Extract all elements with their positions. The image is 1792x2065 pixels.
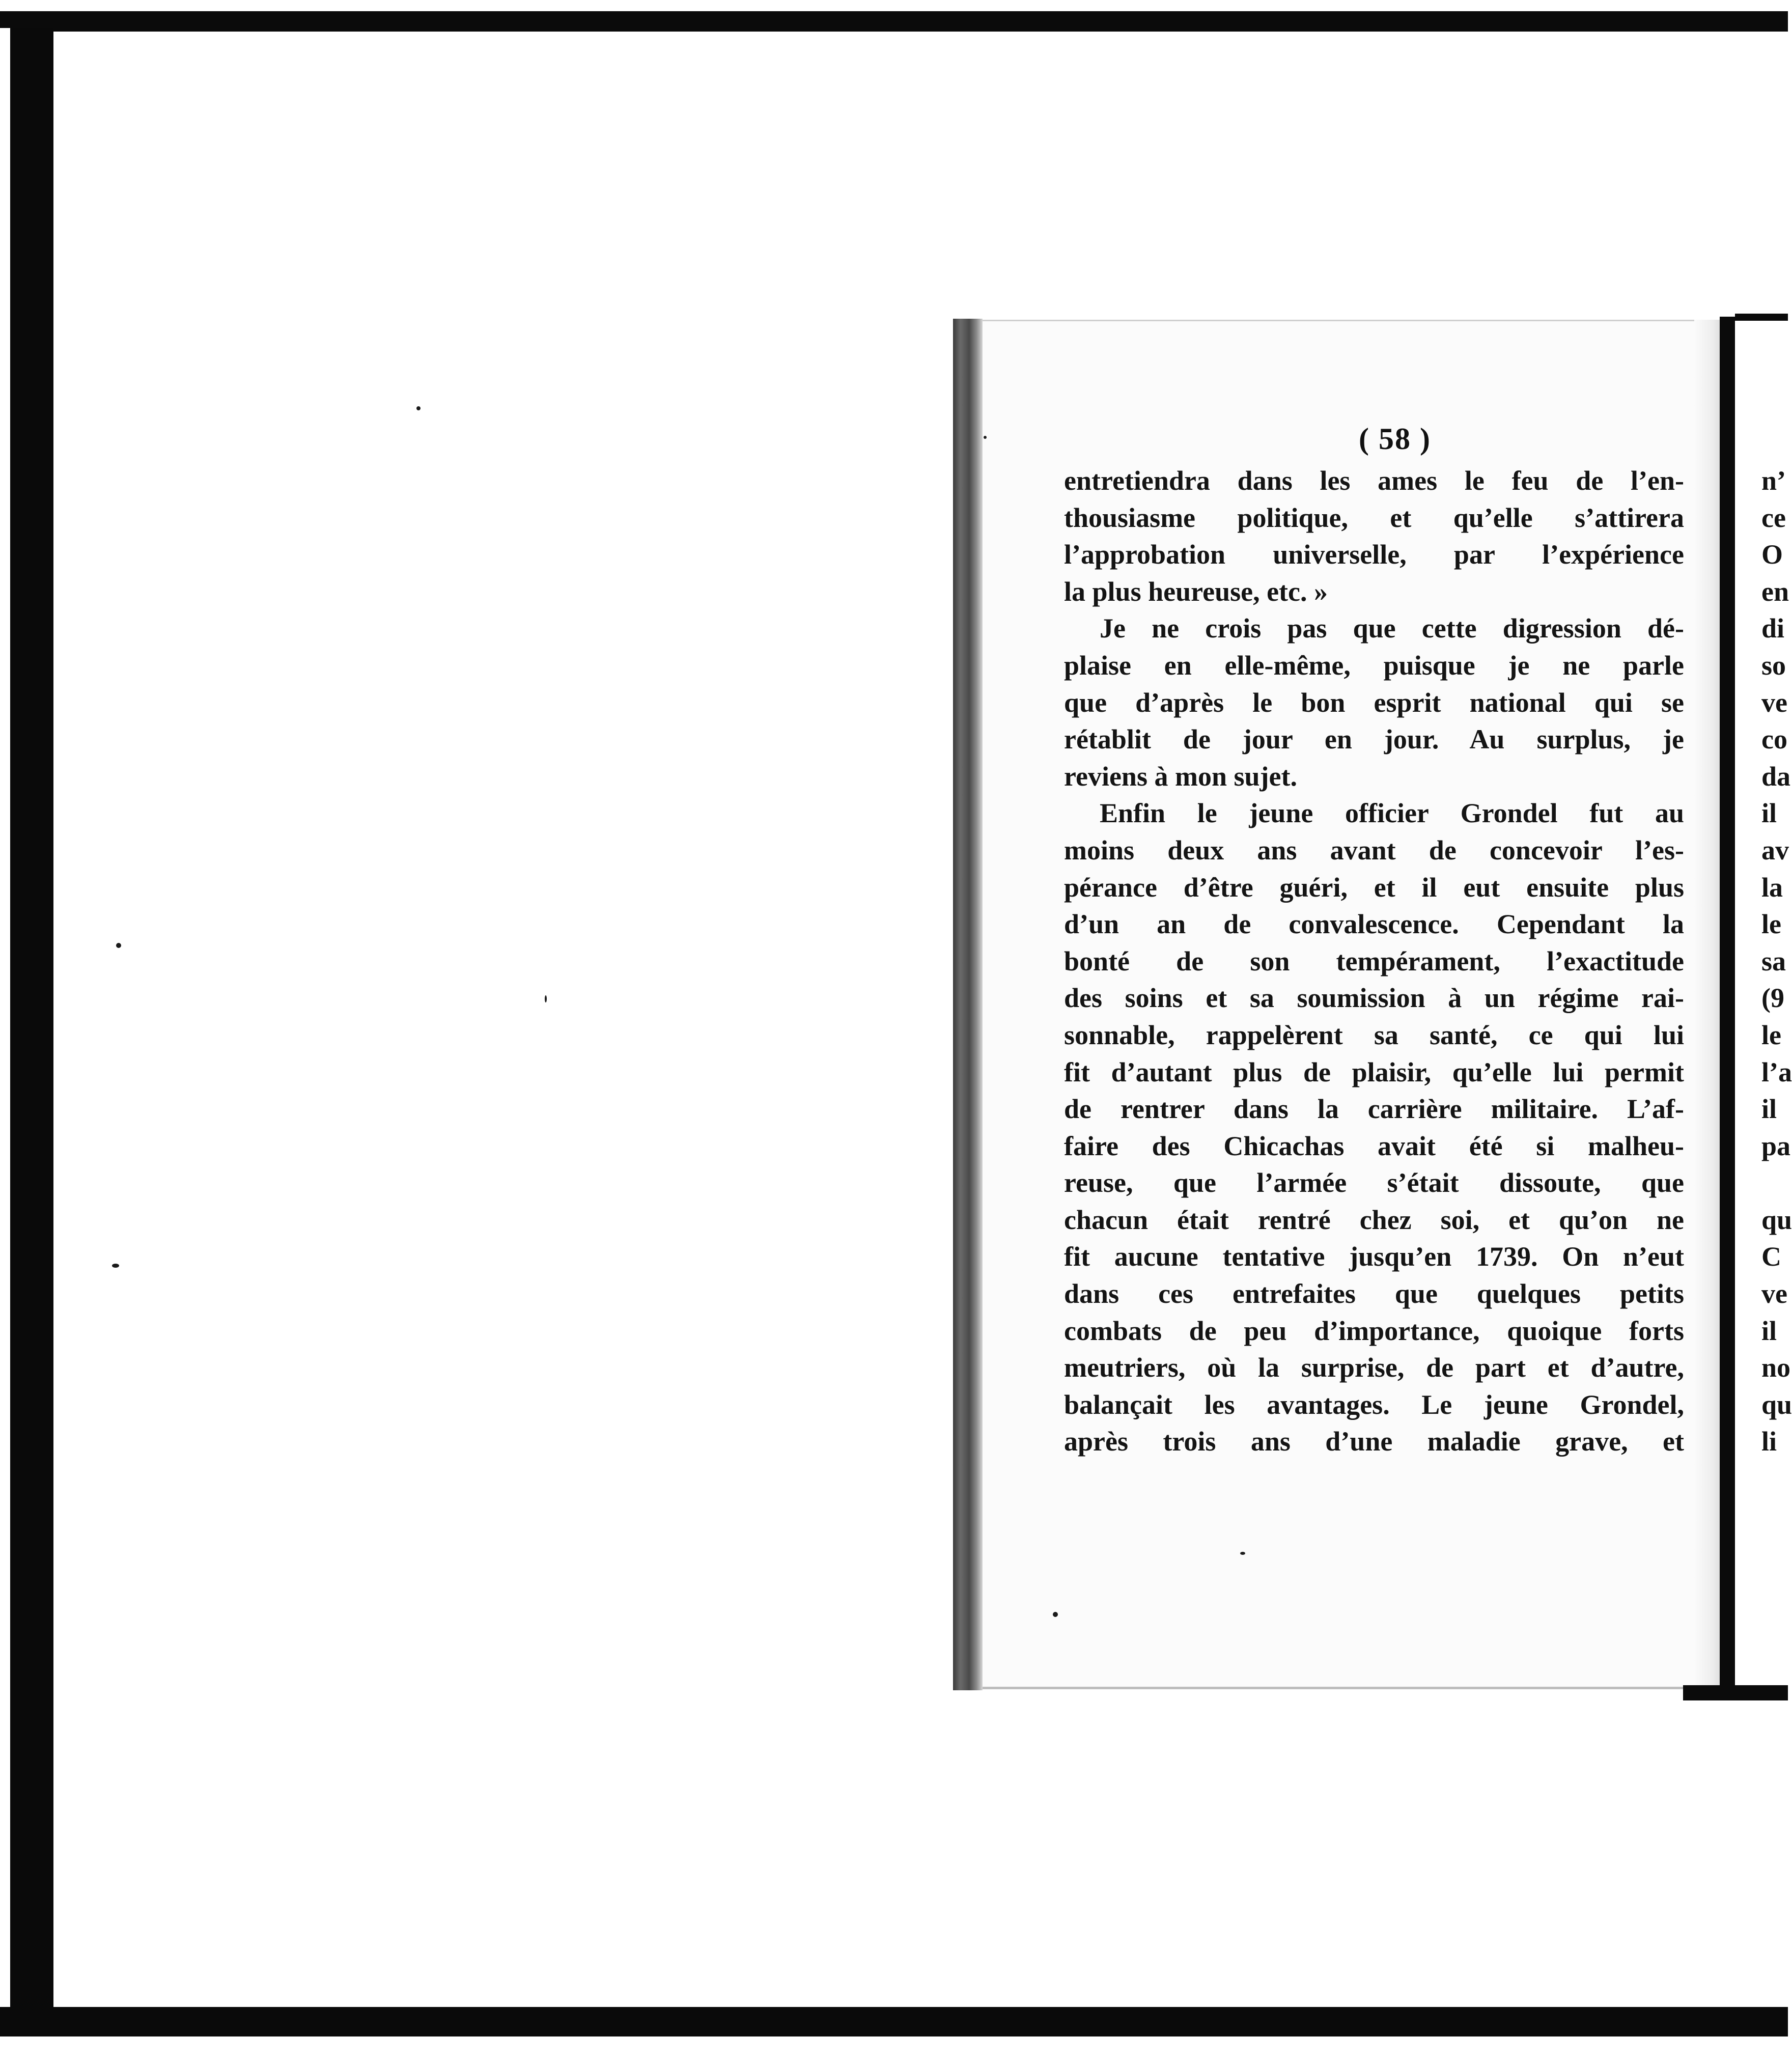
fragment-line: l’a [1761,1056,1792,1087]
fragment-line: ve [1761,687,1787,718]
film-frame-bottom-edge [0,2036,1788,2065]
text-line: Enfin le jeune officier Grondel fut au [1100,798,1684,829]
fragment-line: il [1761,798,1777,829]
text-line: reviens à mon sujet. [1064,761,1297,792]
fragment-line: co [1761,724,1787,755]
text-line: balançait les avantages. Le jeune Grondel, [1064,1389,1684,1420]
fragment-line: (9 [1761,983,1784,1014]
fragment-line: pa [1761,1130,1791,1161]
fragment-line: ce [1761,502,1786,533]
next-page-border-left [1720,317,1735,1699]
text-line: de rentrer dans la carrière militaire. L’af- [1064,1094,1684,1125]
fragment-line: so [1761,650,1786,681]
text-line: meutriers, où la surprise, de part et d’autre, [1064,1352,1684,1383]
fragment-line: n’ [1761,465,1786,496]
next-page-border-top [1735,314,1788,321]
text-line: faire des Chicachas avait été si malheu- [1064,1130,1684,1161]
dust-speck [416,406,421,410]
text-line: thousiasme politique, et qu’elle s’attirera [1064,502,1684,533]
text-line: entretiendra dans les ames le feu de l’en- [1064,465,1684,496]
fragment-line: da [1761,761,1791,792]
dust-speck [984,436,987,439]
fragment-line: il [1761,1094,1777,1125]
fragment-line: li [1761,1426,1777,1457]
fragment-line: di [1761,613,1785,644]
text-line: l’approbation universelle, par l’expérience [1064,539,1684,570]
text-line: sonnable, rappelèrent sa santé, ce qui lui [1064,1019,1684,1050]
fragment-line: en [1761,576,1789,607]
text-line: d’un an de convalescence. Cependant la [1064,909,1684,940]
film-frame-bottom-border [0,2007,1788,2036]
text-line: reuse, que l’armée s’était dissoute, que [1064,1167,1684,1198]
next-page-text-fragment [1761,462,1792,1460]
film-frame-top-edge [0,0,1788,11]
text-line: fit aucune tentative jusqu’en 1739. On n’eut [1064,1241,1684,1272]
text-line: combats de peu d’importance, quoique forts [1064,1315,1684,1346]
fragment-line: il [1761,1315,1777,1346]
text-line: dans ces entrefaites que quelques petits [1064,1278,1684,1309]
film-frame-left-edge [0,28,10,2008]
fragment-line [1761,1164,1788,1202]
text-line: des soins et sa soumission à un régime rai- [1064,983,1684,1014]
page-spine-shadow [953,319,983,1690]
text-line: la plus heureuse, etc. » [1064,576,1328,607]
fragment-line: le [1761,909,1781,940]
fragment-line: qu [1761,1204,1792,1235]
fragment-line: C [1761,1241,1781,1272]
fragment-line: qu [1761,1389,1792,1420]
text-line: fit d’autant plus de plaisir, qu’elle lui permit [1064,1056,1684,1087]
fragment-line: sa [1761,945,1786,976]
fragment-line: av [1761,834,1789,866]
fragment-line: no [1761,1352,1791,1383]
dust-speck [545,995,547,1002]
text-line: rétablit de jour en jour. Au surplus, je [1064,724,1684,755]
text-line: pérance d’être guéri, et il eut ensuite plus [1064,872,1684,903]
text-line: Je ne crois pas que cette digression dé- [1100,613,1684,644]
dust-speck [1240,1552,1245,1555]
text-line: que d’après le bon esprit national qui se [1064,687,1684,718]
text-line: chacun était rentré chez soi, et qu’on ne [1064,1204,1684,1235]
page-number: ( 58 ) [1359,422,1431,456]
dust-speck [112,1264,119,1268]
text-line: moins deux ans avant de concevoir l’es- [1064,834,1684,866]
fragment-line: O [1761,539,1783,570]
dust-speck [116,943,121,948]
text-line: après trois ans d’une maladie grave, et [1064,1426,1684,1457]
text-line: plaise en elle-même, puisque je ne parle [1064,650,1684,681]
body-text [1064,462,1684,1460]
fragment-line: le [1761,1019,1781,1050]
fragment-line: ve [1761,1278,1787,1309]
fragment-line: la [1761,872,1783,903]
text-line: bonté de son tempérament, l’exactitude [1064,945,1684,976]
next-page-border-bottom [1683,1685,1788,1700]
dust-speck [1053,1612,1058,1617]
